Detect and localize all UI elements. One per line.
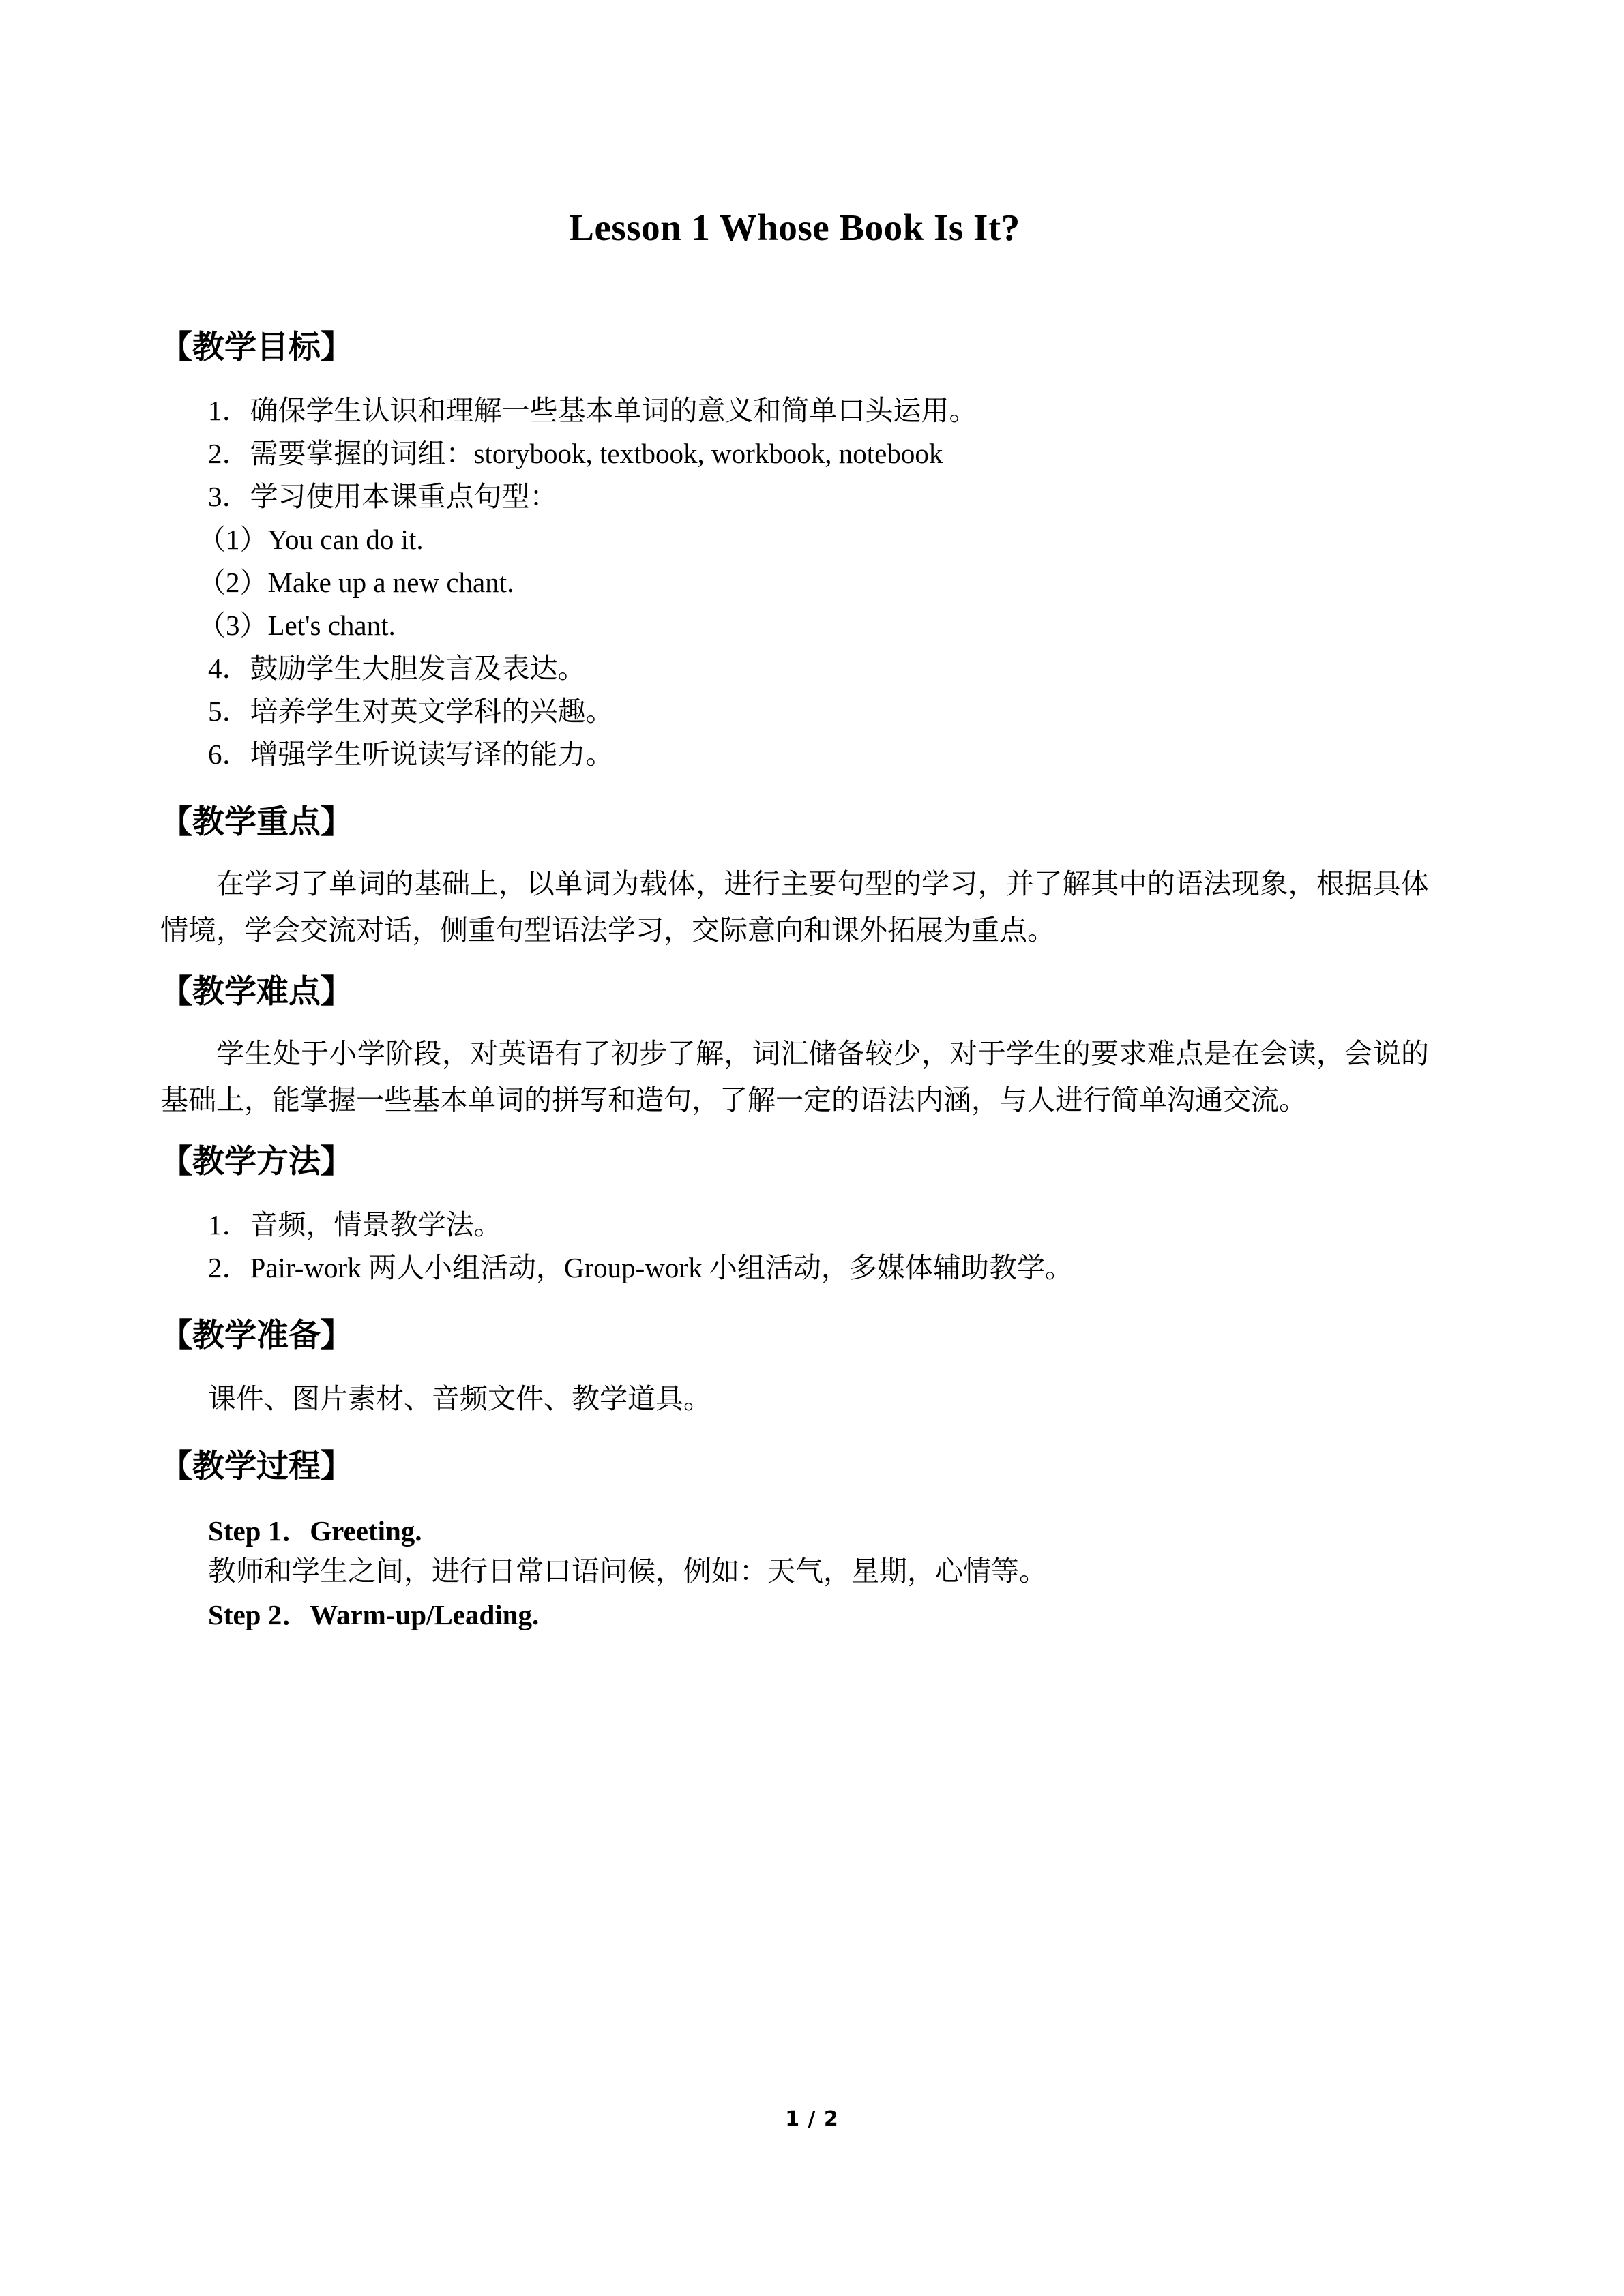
- list-item: 2．Pair-work 两人小组活动，Group-work 小组活动，多媒体辅助教学。: [208, 1252, 1073, 1284]
- paragraph-key-points: 在学习了单词的基础上，以单词为载体，进行主要句型的学习，并了解其中的语法现象，根据具体情境，学会交流对话，侧重句型语法学习，交际意向和课外拓展为重点。: [160, 867, 1429, 946]
- step-body: 教师和学生之间，进行日常口语问候，例如：天气，星期，心情等。: [208, 1555, 1047, 1587]
- spacer: [160, 1297, 1429, 1315]
- list-item: （1）You can do it.: [198, 523, 424, 555]
- section-heading-process: 【教学过程】: [160, 1448, 353, 1486]
- section-heading-key-points: 【教学重点】: [160, 803, 353, 841]
- list-item: 6．增强学生听说读写译的能力。: [208, 738, 614, 770]
- section-heading-preparation: 【教学准备】: [160, 1317, 353, 1355]
- spacer: [160, 1123, 1429, 1141]
- list-item: （3）Let's chant.: [198, 609, 396, 641]
- list-item: 5．培养学生对英文学科的兴趣。: [208, 695, 614, 727]
- spacer: [160, 843, 1429, 861]
- page-number: 1 / 2: [785, 2107, 839, 2131]
- spacer: [160, 252, 1429, 327]
- page-title: Lesson 1 Whose Book Is It?: [569, 207, 1020, 248]
- spacer: [160, 1487, 1429, 1516]
- list-item: 2．需要掌握的词组：storybook, textbook, workbook, notebook: [208, 437, 943, 469]
- section-heading-difficulties: 【教学难点】: [160, 972, 353, 1011]
- section-heading-methods: 【教学方法】: [160, 1143, 353, 1181]
- spacer: [160, 1013, 1429, 1030]
- list-item: 4．鼓励学生大胆发言及表达。: [208, 652, 586, 684]
- spacer: [160, 784, 1429, 801]
- list-item: 1．音频，情景教学法。: [208, 1209, 502, 1241]
- document-body: [160, 0, 1429, 1640]
- spacer: [160, 368, 1429, 397]
- list-item: 1．确保学生认识和理解一些基本单词的意义和简单口头运用。: [208, 394, 977, 426]
- paragraph-difficulties: 学生处于小学阶段，对英语有了初步了解，词汇储备较少，对于学生的要求难点是在会读，会说的基础上，能掌握一些基本单词的拼写和造句，了解一定的语法内涵，与人进行简单沟通交流。: [160, 1038, 1429, 1116]
- spacer: [160, 1428, 1429, 1446]
- spacer: [160, 953, 1429, 971]
- list-item: 3．学习使用本课重点句型：: [208, 480, 558, 512]
- spacer: [160, 1356, 1429, 1385]
- spacer: [160, 1182, 1429, 1211]
- list-item: （2）Make up a new chant.: [198, 566, 514, 598]
- section-heading-objectives: 【教学目标】: [160, 328, 353, 366]
- paragraph-preparation: 课件、图片素材、音频文件、教学道具。: [208, 1383, 711, 1415]
- step-title: Step 2．Warm-up/Leading.: [208, 1598, 540, 1630]
- step-title: Step 1．Greeting.: [208, 1515, 422, 1547]
